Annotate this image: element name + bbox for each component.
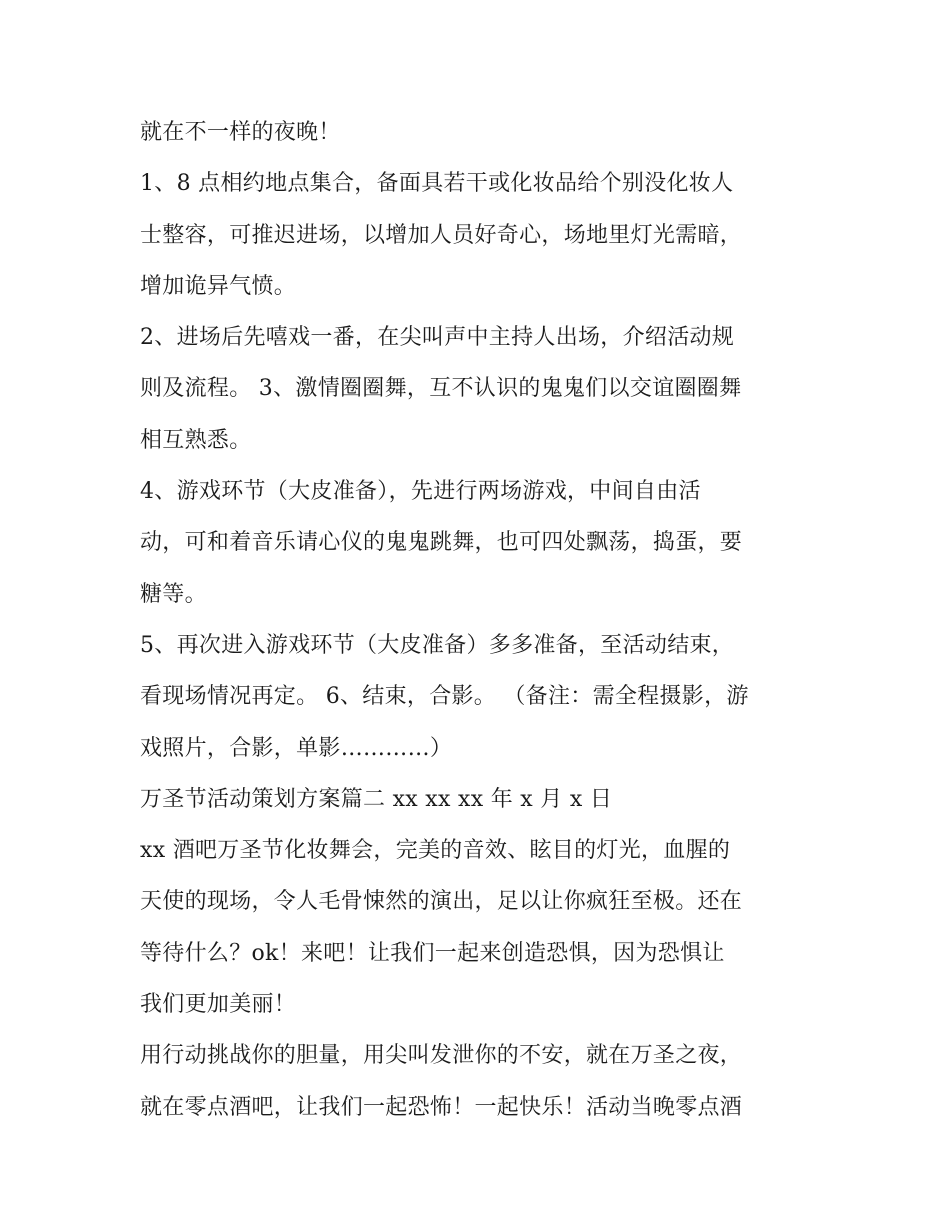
text-line: 戏照片，合影，单影…………） [140,735,453,761]
document-body [140,107,830,1133]
text-line: 用行动挑战你的胆量，用尖叫发泄你的不安，就在万圣之夜， [140,1043,743,1069]
text-line: 动，可和着音乐请心仪的鬼鬼跳舞，也可四处飘荡，捣蛋，要 [140,530,743,556]
text-line: 看现场情况再定。 6、结束，合影。 （备注：需全程摄影，游 [140,684,749,710]
text-line: 就在零点酒吧，让我们一起恐怖！一起快乐！活动当晚零点酒 [140,1094,743,1120]
text-line: 增加诡异气愤。 [140,273,297,299]
text-line: 万圣节活动策划方案篇二 xx xx xx 年 x 月 x 日 [140,786,613,812]
text-line: 糖等。 [140,581,207,607]
text-line: 天使的现场，令人毛骨悚然的演出，足以让你疯狂至极。还在 [140,889,743,915]
text-line: 相互熟悉。 [140,427,252,453]
text-line: 1、8 点相约地点集合，备面具若干或化妆品给个别没化妆人 [140,171,734,197]
text-line: xx 酒吧万圣节化妆舞会，完美的音效、眩目的灯光，血腥的 [140,838,731,864]
text-line: 我们更加美丽！ [140,992,297,1018]
text-line: 等待什么？ok！来吧！让我们一起来创造恐惧，因为恐惧让 [140,940,725,966]
text-line: 2、进场后先嘻戏一番，在尖叫声中主持人出场，介绍活动规 [140,325,735,351]
text-line: 就在不一样的夜晚！ [140,120,341,145]
text-line: 则及流程。 3、激情圈圈舞，互不认识的鬼鬼们以交谊圈圈舞 [140,376,742,402]
text-line: 4、游戏环节（大皮准备），先进行两场游戏，中间自由活 [140,479,701,505]
text-line: 5、再次进入游戏环节（大皮准备）多多准备，至活动结束， [140,632,735,658]
text-line: 士整容，可推迟进场，以增加人员好奇心，场地里灯光需暗， [140,222,743,248]
